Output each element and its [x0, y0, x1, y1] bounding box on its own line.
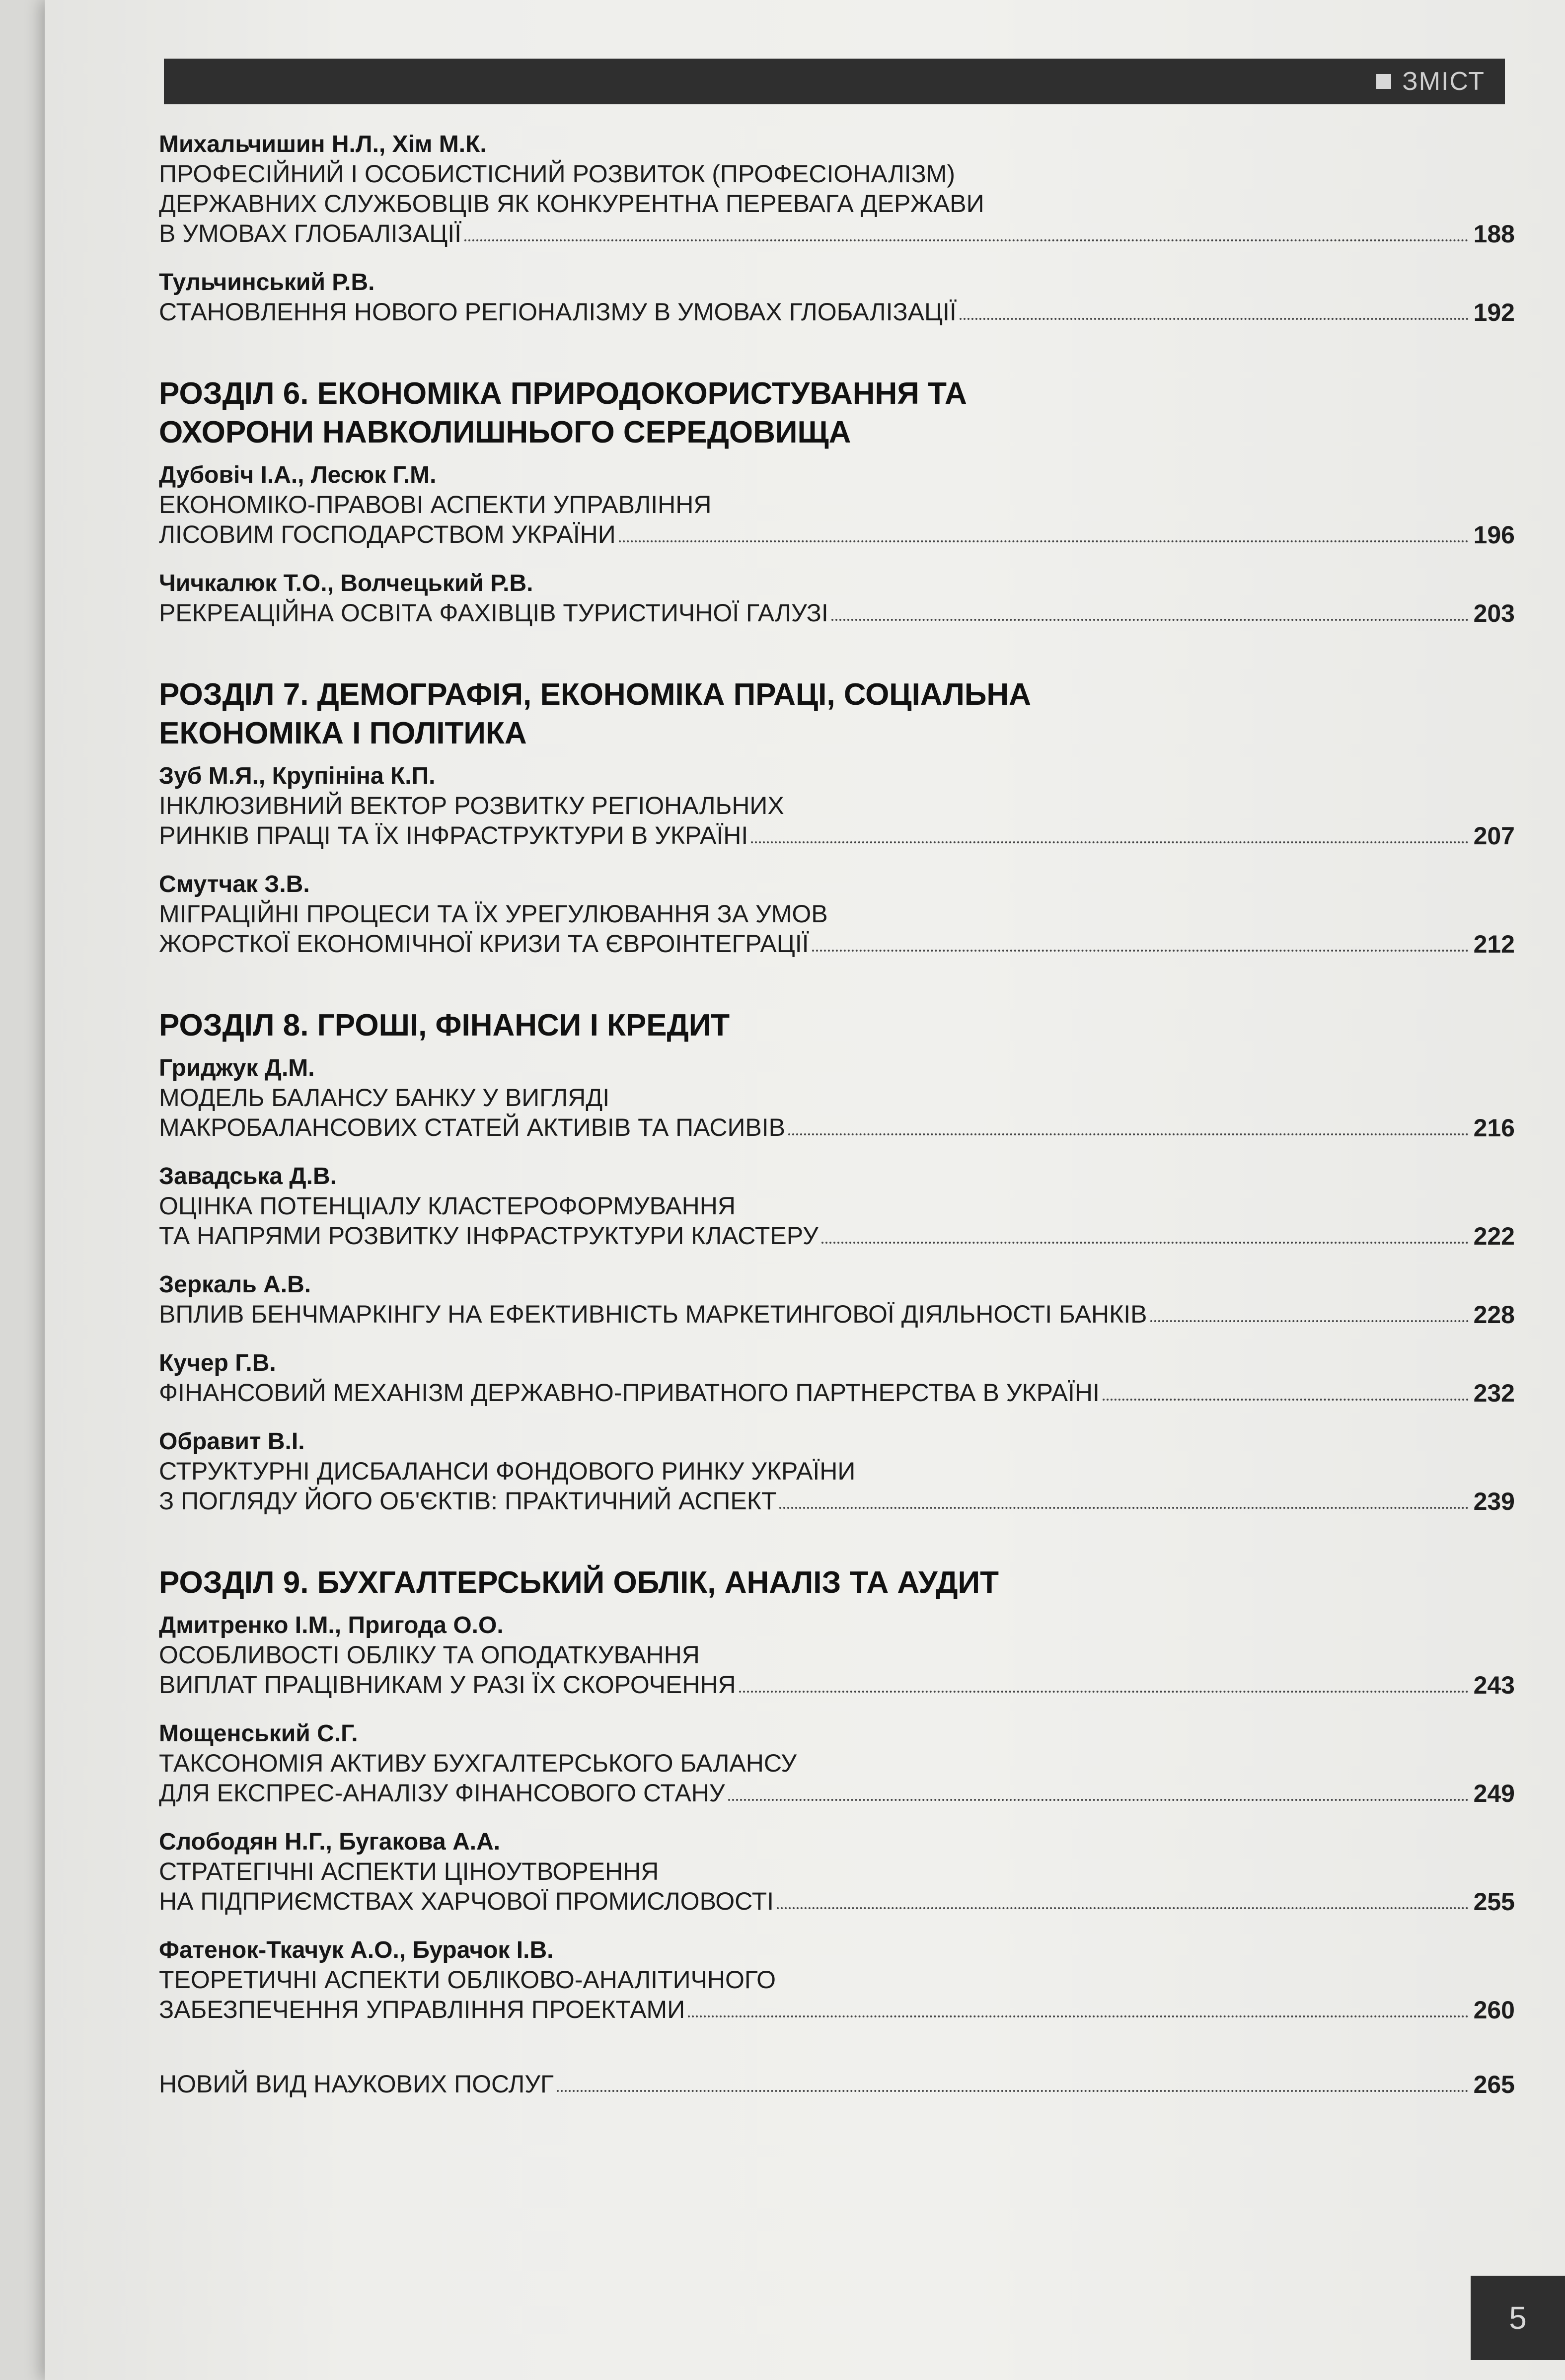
entry-authors: Михальчишин Н.Л., Хім М.К. — [159, 131, 487, 157]
header-bar — [164, 59, 1505, 104]
entry-last-line — [159, 1221, 1515, 1251]
entry-title-line: ДЛЯ ЕКСПРЕС-АНАЛІЗУ ФІНАНСОВОГО СТАНУ — [159, 1779, 725, 1807]
toc-entry[interactable] — [159, 1936, 1515, 2024]
entry-page-number: 216 — [1473, 1114, 1515, 1142]
entry-last-line — [159, 1486, 1515, 1516]
entry-title-line: РИНКІВ ПРАЦІ ТА ЇХ ІНФРАСТРУКТУРИ В УКРАЇНІ — [159, 821, 748, 849]
entry-page-number: 260 — [1473, 1996, 1515, 2024]
entry-page-number: 196 — [1473, 521, 1515, 549]
header-title: ЗМІСТ — [1402, 67, 1485, 96]
entry-authors: Дубовіч І.А., Лесюк Г.М. — [159, 462, 437, 488]
toc-entry-footer[interactable] — [159, 2069, 1515, 2099]
entry-page-number: 255 — [1473, 1888, 1515, 1916]
dot-leader — [751, 841, 1468, 843]
dot-leader — [960, 317, 1469, 320]
toc-entry[interactable] — [159, 461, 1515, 549]
dot-leader — [812, 949, 1469, 952]
entry-title-line: ВИПЛАТ ПРАЦІВНИКАМ У РАЗІ ЇХ СКОРОЧЕННЯ — [159, 1671, 736, 1699]
dot-leader — [728, 1798, 1469, 1801]
entry-page-number: 239 — [1473, 1488, 1515, 1515]
toc-entry[interactable] — [159, 1719, 1515, 1808]
entry-authors: Чичкалюк Т.О., Волчецький Р.В. — [159, 570, 533, 596]
toc-entry[interactable] — [159, 1270, 1515, 1329]
entry-title-line: ПРОФЕСІЙНИЙ І ОСОБИСТІСНИЙ РОЗВИТОК (ПРОФЕСІОНАЛІЗМ) — [159, 160, 956, 188]
dot-leader — [821, 1241, 1469, 1244]
entry-title-line: ДЕРЖАВНИХ СЛУЖБОВЦІВ ЯК КОНКУРЕНТНА ПЕРЕВАГА ДЕРЖАВИ — [159, 190, 984, 218]
entry-last-line — [159, 1778, 1515, 1808]
entry-title-line: РЕКРЕАЦІЙНА ОСВІТА ФАХІВЦІВ ТУРИСТИЧНОЇ ГАЛУЗІ — [159, 599, 828, 627]
entry-authors: Тульчинський Р.В. — [159, 269, 375, 296]
entry-authors: Дмитренко І.М., Пригода О.О. — [159, 1612, 504, 1638]
entry-last-line — [159, 1670, 1515, 1700]
entry-title-line: ТЕОРЕТИЧНІ АСПЕКТИ ОБЛІКОВО-АНАЛІТИЧНОГО — [159, 1966, 776, 1994]
entry-title-line: ТАКСОНОМІЯ АКТИВУ БУХГАЛТЕРСЬКОГО БАЛАНСУ — [159, 1749, 797, 1777]
dot-leader — [1103, 1398, 1469, 1401]
entry-page-number: 222 — [1473, 1222, 1515, 1250]
entry-title-line: ІНКЛЮЗИВНИЙ ВЕКТОР РОЗВИТКУ РЕГІОНАЛЬНИХ — [159, 792, 784, 819]
dot-leader — [464, 239, 1469, 241]
toc-entry[interactable] — [159, 1349, 1515, 1408]
toc-entry[interactable] — [159, 1054, 1515, 1142]
entry-last-line — [159, 1378, 1515, 1408]
entry-title-line: ЛІСОВИМ ГОСПОДАРСТВОМ УКРАЇНИ — [159, 521, 616, 548]
entry-page-number: 203 — [1473, 599, 1515, 627]
entry-title-line: ТА НАПРЯМИ РОЗВИТКУ ІНФРАСТРУКТУРИ КЛАСТЕРУ — [159, 1222, 819, 1250]
entry-title-line: НА ПІДПРИЄМСТВАХ ХАРЧОВОЇ ПРОМИСЛОВОСТІ — [159, 1887, 774, 1915]
toc-entry[interactable] — [159, 1828, 1515, 1916]
toc-entry[interactable] — [159, 1162, 1515, 1251]
entry-last-line — [159, 1886, 1515, 1916]
section-title: РОЗДІЛ 9. БУХГАЛТЕРСЬКИЙ ОБЛІК, АНАЛІЗ ТА АУДИТ — [159, 1565, 999, 1600]
dot-leader — [831, 618, 1469, 621]
entry-title-line: ОСОБЛИВОСТІ ОБЛІКУ ТА ОПОДАТКУВАННЯ — [159, 1641, 700, 1669]
entry-page-number: 249 — [1473, 1780, 1515, 1807]
entry-authors: Кучер Г.В. — [159, 1350, 276, 1376]
entry-page-number: 232 — [1473, 1379, 1515, 1407]
entry-authors: Слободян Н.Г., Бугакова А.А. — [159, 1829, 501, 1855]
entry-authors: Обравит В.І. — [159, 1428, 305, 1455]
section-title: РОЗДІЛ 8. ГРОШІ, ФІНАНСИ І КРЕДИТ — [159, 1008, 730, 1042]
dot-leader — [619, 540, 1469, 542]
entry-title-line: В УМОВАХ ГЛОБАЛІЗАЦІЇ — [159, 220, 461, 247]
entry-title-line: СТРУКТУРНІ ДИСБАЛАНСИ ФОНДОВОГО РИНКУ УКРАЇНИ — [159, 1457, 856, 1485]
toc-entry[interactable] — [159, 762, 1515, 850]
entry-title-line: МОДЕЛЬ БАЛАНСУ БАНКУ У ВИГЛЯДІ — [159, 1084, 610, 1112]
entry-page-number: 243 — [1473, 1671, 1515, 1699]
entry-authors: Фатенок-Ткачук А.О., Бурачок І.В. — [159, 1937, 554, 1963]
toc-entry[interactable] — [159, 569, 1515, 628]
entry-last-line — [159, 929, 1515, 959]
entry-title-line: НОВИЙ ВИД НАУКОВИХ ПОСЛУГ — [159, 2070, 554, 2098]
dot-leader — [777, 1907, 1469, 1909]
entry-authors: Мощенський С.Г. — [159, 1720, 358, 1747]
entry-page-number: 228 — [1473, 1301, 1515, 1329]
entry-title-line: СТАНОВЛЕННЯ НОВОГО РЕГІОНАЛІЗМУ В УМОВАХ ГЛОБАЛІЗАЦІЇ — [159, 298, 957, 326]
entry-authors: Зеркаль А.В. — [159, 1271, 311, 1298]
entry-page-number: 265 — [1473, 2071, 1515, 2098]
entry-authors: Завадська Д.В. — [159, 1163, 337, 1190]
square-icon — [1376, 74, 1391, 89]
entry-last-line — [159, 520, 1515, 549]
entry-authors: Смутчак З.В. — [159, 871, 310, 897]
toc-entry[interactable] — [159, 130, 1515, 248]
section-title: РОЗДІЛ 7. ДЕМОГРАФІЯ, ЕКОНОМІКА ПРАЦІ, СОЦІАЛЬНА ЕКОНОМІКА І ПОЛІТИКА — [159, 677, 1031, 750]
entry-page-number: 188 — [1473, 220, 1515, 248]
entry-title-line: ФІНАНСОВИЙ МЕХАНІЗМ ДЕРЖАВНО-ПРИВАТНОГО ПАРТНЕРСТВА В УКРАЇНІ — [159, 1379, 1100, 1407]
toc-entry[interactable] — [159, 870, 1515, 959]
entry-last-line — [159, 219, 1515, 248]
entry-page-number: 212 — [1473, 930, 1515, 958]
entry-title-line: ЗАБЕЗПЕЧЕННЯ УПРАВЛІННЯ ПРОЕКТАМИ — [159, 1996, 685, 2023]
table-of-contents — [159, 130, 1515, 2119]
entry-last-line — [159, 297, 1515, 327]
dot-leader — [739, 1690, 1469, 1693]
entry-authors: Гриджук Д.М. — [159, 1055, 315, 1081]
entry-title-line: З ПОГЛЯДУ ЙОГО ОБ'ЄКТІВ: ПРАКТИЧНИЙ АСПЕКТ — [159, 1487, 777, 1515]
dot-leader — [788, 1133, 1469, 1135]
entry-title-line: СТРАТЕГІЧНІ АСПЕКТИ ЦІНОУТВОРЕННЯ — [159, 1858, 659, 1885]
entry-authors: Зуб М.Я., Крупініна К.П. — [159, 763, 436, 789]
entry-title-line: ВПЛИВ БЕНЧМАРКІНГУ НА ЕФЕКТИВНІСТЬ МАРКЕТИНГОВОЇ ДІЯЛЬНОСТІ БАНКІВ — [159, 1300, 1147, 1328]
toc-entry[interactable] — [159, 268, 1515, 327]
dot-leader — [1150, 1320, 1469, 1322]
entry-page-number: 192 — [1473, 298, 1515, 326]
entry-title-line: ОЦІНКА ПОТЕНЦІАЛУ КЛАСТЕРОФОРМУВАННЯ — [159, 1192, 736, 1220]
toc-entry[interactable] — [159, 1427, 1515, 1516]
toc-entry[interactable] — [159, 1611, 1515, 1700]
entry-last-line — [159, 1995, 1515, 2024]
entry-title-line: МІГРАЦІЙНІ ПРОЦЕСИ ТА ЇХ УРЕГУЛЮВАННЯ ЗА УМОВ — [159, 900, 828, 928]
entry-last-line — [159, 1299, 1515, 1329]
entry-last-line — [159, 820, 1515, 850]
entry-title-line: ЖОРСТКОЇ ЕКОНОМІЧНОЇ КРИЗИ ТА ЄВРОІНТЕГРАЦІЇ — [159, 930, 809, 958]
entry-page-number: 207 — [1473, 822, 1515, 850]
page-number: 5 — [1471, 2276, 1565, 2360]
entry-title-line: ЕКОНОМІКО-ПРАВОВІ АСПЕКТИ УПРАВЛІННЯ — [159, 491, 712, 519]
book-page — [45, 0, 1565, 2380]
dot-leader — [557, 2089, 1468, 2092]
entry-last-line — [159, 598, 1515, 628]
dot-leader — [688, 2015, 1468, 2017]
section-title: РОЗДІЛ 6. ЕКОНОМІКА ПРИРОДОКОРИСТУВАННЯ ТА ОХОРОНИ НАВКОЛИШНЬОГО СЕРЕДОВИЩА — [159, 376, 967, 449]
entry-last-line — [159, 1113, 1515, 1142]
dot-leader — [779, 1506, 1468, 1509]
entry-title-line: МАКРОБАЛАНСОВИХ СТАТЕЙ АКТИВІВ ТА ПАСИВІВ — [159, 1114, 786, 1141]
